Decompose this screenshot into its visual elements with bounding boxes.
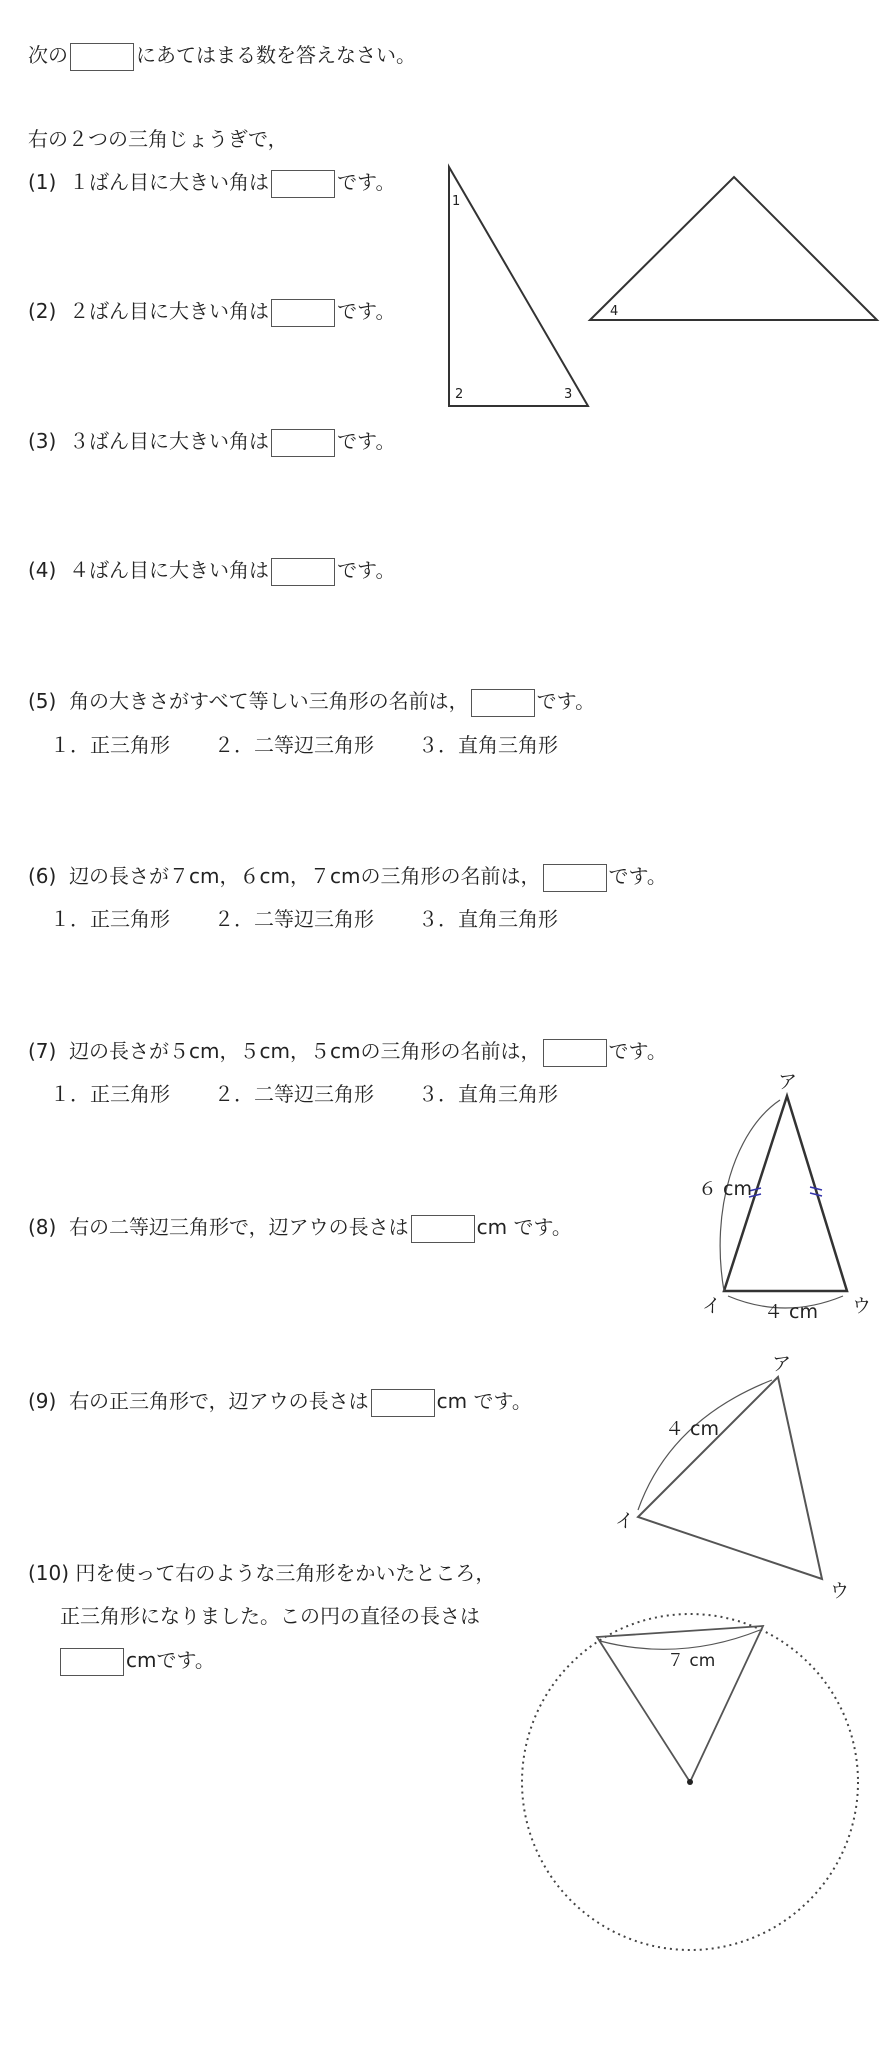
vertex-i: イ [615, 1510, 635, 1532]
angle-label-1: 1 [452, 194, 461, 209]
intro-text: 右の２つの三角じょうぎで， [28, 127, 288, 151]
question-suffix: です。 [337, 299, 396, 323]
side-arc [638, 1380, 772, 1510]
question-number: (5) [28, 689, 57, 713]
question-text: ３ばん目に大きい角は [69, 429, 270, 453]
instruction-text: 次の [28, 43, 68, 67]
question-text: ４ばん目に大きい角は [69, 558, 270, 582]
question-number: (9) [28, 1389, 57, 1413]
question-number: (3) [28, 429, 57, 453]
equilateral-triangle [638, 1377, 822, 1579]
question-number: (8) [28, 1215, 57, 1239]
inscribed-triangle [597, 1626, 763, 1782]
choice-equilateral: １．正三角形 [50, 907, 170, 931]
instruction-text-end: にあてはまる数を答えなさい。 [136, 43, 416, 67]
question-text: 右の二等辺三角形で，辺アウの長さは [69, 1215, 409, 1239]
choice-right: ３．直角三角形 [418, 733, 558, 757]
angle-label-3: 3 [564, 387, 573, 402]
isosceles-triangle [720, 1096, 847, 1308]
question-suffix: cm です。 [476, 1215, 572, 1239]
question-suffix: です。 [608, 1039, 667, 1063]
question-text: 円を使って右のような三角形をかいたところ， [75, 1561, 496, 1585]
question-number: (10) [28, 1561, 70, 1585]
question-suffix: cm です。 [436, 1389, 532, 1413]
vertex-i: イ [702, 1295, 722, 1317]
question-text: 右の正三角形で，辺アウの長さは [69, 1389, 369, 1413]
vertex-a: ア [778, 1071, 798, 1093]
vertex-a: ア [772, 1353, 792, 1375]
vertex-u: ウ [830, 1580, 850, 1602]
angle-label-2: 2 [455, 387, 464, 402]
vertex-u: ウ [852, 1295, 872, 1317]
choice-isosceles: ２．二等辺三角形 [214, 733, 374, 757]
question-suffix: です。 [337, 558, 396, 582]
question-10-line2: 正三角形になりました。この円の直径の長さは [60, 1604, 480, 1628]
question-text: ２ばん目に大きい角は [69, 299, 270, 323]
choice-isosceles: ２．二等辺三角形 [214, 1082, 374, 1106]
question-text: 角の大きさがすべて等しい三角形の名前は， [69, 689, 469, 713]
question-number: (1) [28, 170, 57, 194]
choice-equilateral: １．正三角形 [50, 733, 170, 757]
side-length-label: ７ cm [667, 1651, 716, 1671]
side-arc [600, 1630, 760, 1649]
question-suffix: です。 [337, 429, 396, 453]
center-point [687, 1779, 693, 1785]
question-suffix: です。 [536, 689, 596, 713]
base-length-label: ４ cm [764, 1301, 818, 1323]
set-square-30-60 [449, 167, 588, 406]
question-number: (6) [28, 864, 57, 888]
question-suffix: です。 [608, 864, 667, 888]
question-number: (2) [28, 299, 57, 323]
choice-right: ３．直角三角形 [418, 1082, 558, 1106]
question-number: (4) [28, 558, 57, 582]
side-length-label: ６ cm [698, 1178, 752, 1200]
angle-label-4: 4 [610, 304, 619, 319]
question-text: 辺の長さが５cm，５cm，５cmの三角形の名前は， [69, 1039, 541, 1063]
question-suffix: cmです。 [126, 1648, 215, 1672]
question-text: １ばん目に大きい角は [69, 170, 270, 194]
choice-isosceles: ２．二等辺三角形 [214, 907, 374, 931]
question-number: (7) [28, 1039, 57, 1063]
side-length-label: ４ cm [665, 1418, 719, 1440]
choice-equilateral: １．正三角形 [50, 1082, 170, 1106]
set-square-45 [590, 177, 877, 320]
question-suffix: です。 [337, 170, 396, 194]
choice-right: ３．直角三角形 [418, 907, 558, 931]
question-text: 辺の長さが７cm，６cm，７cmの三角形の名前は， [69, 864, 541, 888]
